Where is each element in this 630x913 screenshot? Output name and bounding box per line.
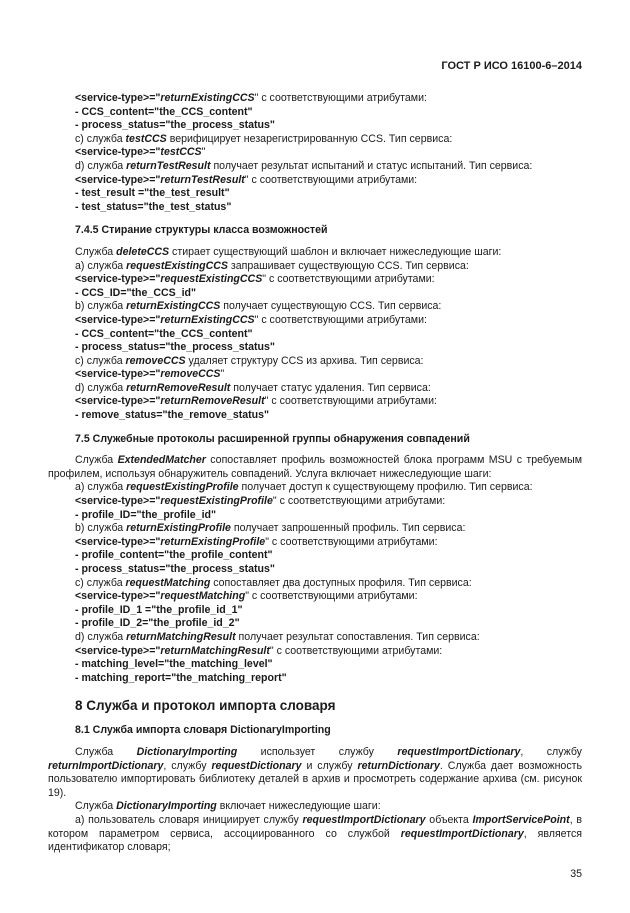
attribute-line: - process_status="the_process_status" bbox=[75, 119, 275, 132]
step-description: получает статус удаления. Тип сервиса: bbox=[230, 381, 431, 394]
block-service-lines-3 bbox=[48, 481, 582, 685]
service-name: returnMatchingResult bbox=[126, 630, 236, 643]
service-name: returnDictionary bbox=[357, 759, 440, 772]
step-description: получает результат испытаний и статус испытаний. Тип сервиса: bbox=[210, 159, 533, 172]
attribute-line: - profile_ID_1 ="the_profile_id_1" bbox=[75, 603, 243, 616]
step-description: стирает существующий шаблон и включает нижеследующие шаги: bbox=[169, 245, 502, 258]
standard-header: ГОСТ Р ИСО 16100-6–2014 bbox=[441, 60, 582, 72]
service-step-line bbox=[48, 355, 582, 369]
attribute-line: - profile_content="the_profile_content" bbox=[75, 549, 273, 562]
service-name: requestExistingProfile bbox=[160, 495, 273, 508]
section-8-1-title: 8.1 Служба импорта словаря DictionaryImporting bbox=[75, 724, 331, 737]
service-name: ImportServicePoint bbox=[472, 813, 570, 826]
service-type-line bbox=[48, 146, 582, 160]
attribute-line: - remove_status="the_remove_status" bbox=[75, 409, 270, 422]
paragraph-8-1-1 bbox=[48, 746, 582, 800]
section-7-5-title: 7.5 Служебные протоколы расширенной группы обнаружения совпадений bbox=[75, 432, 470, 445]
step-prefix: c) служба bbox=[75, 576, 126, 589]
service-name: returnTestResult bbox=[126, 159, 211, 172]
attribute-line: - CCS_ID="the_CCS_id" bbox=[75, 286, 197, 299]
service-step-line bbox=[48, 300, 582, 314]
service-name: requestImportDictionary bbox=[400, 827, 524, 840]
service-type-line bbox=[48, 590, 582, 604]
service-name: requestExistingCCS bbox=[160, 273, 263, 286]
service-type-suffix: " с соответствующими атрибутами: bbox=[265, 535, 438, 548]
service-name: testCCS bbox=[125, 132, 167, 145]
text-run: использует службу bbox=[237, 745, 398, 758]
service-type-tag: <service-type>=" bbox=[75, 395, 161, 408]
intro-pre: Служба bbox=[75, 454, 118, 467]
service-name: returnTestResult bbox=[160, 173, 245, 186]
text-run: , в котором параметром сервиса, ассоциированного со службой bbox=[48, 813, 582, 840]
text-run: , службу bbox=[163, 759, 212, 772]
service-type-suffix: " с соответствующими атрибутами: bbox=[254, 92, 427, 104]
service-step-line bbox=[48, 382, 582, 396]
service-name: requestExistingCCS bbox=[126, 259, 228, 272]
attribute-line: - CCS_content="the_CCS_content" bbox=[75, 327, 253, 340]
intro-post: сопоставляет профиль возможностей блока программ MSU с требуемым профилем, используя обнаружитель совпадений. Услуга включает нижеследующие шаги: bbox=[48, 454, 582, 480]
step-prefix: a) служба bbox=[75, 481, 127, 494]
service-name: returnRemoveResult bbox=[160, 395, 265, 408]
paragraph-8-1-2 bbox=[48, 800, 582, 814]
text-run: a) пользователь словаря инициирует службу bbox=[75, 813, 303, 826]
service-type-suffix: " с соответствующими атрибутами: bbox=[244, 173, 418, 186]
service-name: removeCCS bbox=[125, 354, 186, 367]
step-description: получает результат сопоставления. Тип сервиса: bbox=[235, 630, 480, 643]
step-prefix: c) служба bbox=[75, 132, 126, 145]
step-prefix: b) служба bbox=[75, 522, 127, 535]
step-prefix: b) служба bbox=[75, 300, 127, 313]
service-type-tag: <service-type>=" bbox=[75, 535, 161, 548]
service-type-suffix: " с соответствующими атрибутами: bbox=[254, 313, 427, 326]
service-type-tag: <service-type>=" bbox=[75, 273, 161, 286]
text-run: объекта bbox=[425, 813, 473, 826]
service-type-line bbox=[48, 395, 582, 409]
service-name: returnExistingCCS bbox=[160, 313, 255, 326]
text-run: . Служба дает возможность пользователю импортировать библиотеку деталей в архив и просмотреть содержание архива (см. рисунок 19). bbox=[48, 759, 582, 799]
step-prefix: d) служба bbox=[75, 630, 127, 643]
service-type-line bbox=[48, 314, 582, 328]
attribute-line: - process_status="the_process_status" bbox=[75, 341, 275, 354]
section-8-title: 8 Служба и протокол импорта словаря bbox=[75, 698, 336, 714]
text-run: , службу bbox=[520, 745, 582, 758]
service-name: requestMatching bbox=[160, 590, 246, 603]
paragraph-8-1-3 bbox=[48, 814, 582, 855]
service-type-suffix: " с соответствующими атрибутами: bbox=[264, 395, 437, 408]
service-step-line bbox=[48, 260, 582, 274]
text-run: Служба bbox=[75, 745, 137, 758]
step-prefix: d) служба bbox=[75, 381, 127, 394]
text-run: Служба bbox=[75, 800, 117, 813]
service-type-line bbox=[48, 273, 582, 287]
block-service-lines-2 bbox=[48, 246, 582, 423]
service-type-line bbox=[48, 495, 582, 509]
intro-service-name: ExtendedMatcher bbox=[117, 454, 206, 467]
service-name: returnExistingCCS bbox=[160, 92, 255, 104]
service-step-line bbox=[48, 631, 582, 645]
text-run: и службу bbox=[301, 759, 358, 772]
service-name: returnExistingCCS bbox=[126, 300, 221, 313]
service-type-tag: <service-type>=" bbox=[75, 173, 161, 186]
service-name: DictionaryImporting bbox=[116, 800, 217, 813]
service-type-suffix: " с соответствующими атрибутами: bbox=[245, 590, 418, 603]
service-name: DictionaryImporting bbox=[136, 745, 238, 758]
service-name: returnMatchingResult bbox=[160, 644, 270, 657]
service-name: returnExistingProfile bbox=[160, 535, 266, 548]
step-description: сопоставляет два доступных профиля. Тип сервиса: bbox=[210, 576, 472, 589]
service-step-line bbox=[48, 160, 582, 174]
service-step-line bbox=[48, 577, 582, 591]
step-prefix: Служба bbox=[75, 245, 117, 258]
attribute-line: - matching_report="the_matching_report" bbox=[75, 671, 287, 684]
service-type-suffix: " с соответствующими атрибутами: bbox=[269, 644, 443, 657]
service-name: returnRemoveResult bbox=[126, 381, 231, 394]
attribute-line: - test_status="the_test_status" bbox=[75, 200, 232, 213]
service-name: testCCS bbox=[160, 146, 202, 159]
service-type-suffix: " bbox=[201, 146, 206, 159]
step-description: получает доступ к существующему профилю. Тип сервиса: bbox=[238, 481, 533, 494]
attribute-line: - CCS_content="the_CCS_content" bbox=[75, 105, 253, 118]
page-number: 35 bbox=[570, 868, 582, 880]
service-name: returnExistingProfile bbox=[126, 522, 231, 535]
service-name: requestDictionary bbox=[211, 759, 302, 772]
service-type-line bbox=[48, 368, 582, 382]
service-type-line bbox=[48, 645, 582, 659]
step-prefix: d) служба bbox=[75, 159, 127, 172]
service-name: removeCCS bbox=[160, 368, 221, 381]
attribute-line: - profile_ID_2="the_profile_id_2" bbox=[75, 617, 240, 630]
service-type-tag: <service-type>=" bbox=[75, 495, 161, 508]
service-step-line bbox=[48, 481, 582, 495]
service-step-line bbox=[48, 133, 582, 147]
section-7-4-5-title: 7.4.5 Стирание структуры класса возможностей bbox=[75, 224, 328, 237]
service-type-tag: <service-type>=" bbox=[75, 368, 161, 381]
step-description: получает существующую CCS. Тип сервиса: bbox=[220, 300, 442, 313]
section-7-5-intro bbox=[48, 454, 582, 481]
service-name: returnImportDictionary bbox=[48, 759, 164, 772]
service-type-suffix: " bbox=[220, 368, 225, 381]
block-service-lines-1 bbox=[48, 92, 582, 214]
service-type-line bbox=[48, 536, 582, 550]
service-step-line bbox=[48, 522, 582, 536]
step-description: запрашивает существующую CCS. Тип сервиса: bbox=[227, 259, 469, 272]
service-name: requestExistingProfile bbox=[126, 481, 239, 494]
attribute-line: - test_result ="the_test_result" bbox=[75, 187, 230, 200]
text-run: , является идентификатор словаря; bbox=[48, 827, 582, 854]
attribute-line: - profile_ID="the_profile_id" bbox=[75, 508, 217, 521]
service-type-tag: <service-type>=" bbox=[75, 146, 161, 159]
service-type-tag: <service-type>=" bbox=[75, 313, 161, 326]
service-type-tag: <service-type>=" bbox=[75, 644, 161, 657]
step-prefix: c) служба bbox=[75, 354, 126, 367]
step-description: верифицирует незарегистрированную CCS. Тип сервиса: bbox=[166, 132, 453, 145]
step-prefix: a) служба bbox=[75, 259, 127, 272]
service-type-line bbox=[48, 92, 582, 106]
step-description: удаляет структуру CCS из архива. Тип сервиса: bbox=[185, 354, 424, 367]
service-type-suffix: " с соответствующими атрибутами: bbox=[272, 495, 446, 508]
attribute-line: - process_status="the_process_status" bbox=[75, 563, 275, 575]
service-step-line bbox=[48, 246, 582, 260]
service-type-line bbox=[48, 174, 582, 188]
service-name: deleteCCS bbox=[116, 245, 170, 258]
step-description: получает запрошенный профиль. Тип сервиса: bbox=[230, 522, 466, 535]
service-type-tag: <service-type>=" bbox=[75, 92, 161, 104]
service-name: requestImportDictionary bbox=[302, 813, 426, 826]
text-run: включает нижеследующие шаги: bbox=[216, 800, 381, 813]
attribute-line: - matching_level="the_matching_level" bbox=[75, 658, 273, 671]
service-name: requestMatching bbox=[125, 576, 211, 589]
document-body bbox=[48, 92, 582, 855]
service-type-tag: <service-type>=" bbox=[75, 590, 161, 603]
service-type-suffix: " с соответствующими атрибутами: bbox=[262, 273, 435, 286]
service-name: requestImportDictionary bbox=[397, 745, 521, 758]
